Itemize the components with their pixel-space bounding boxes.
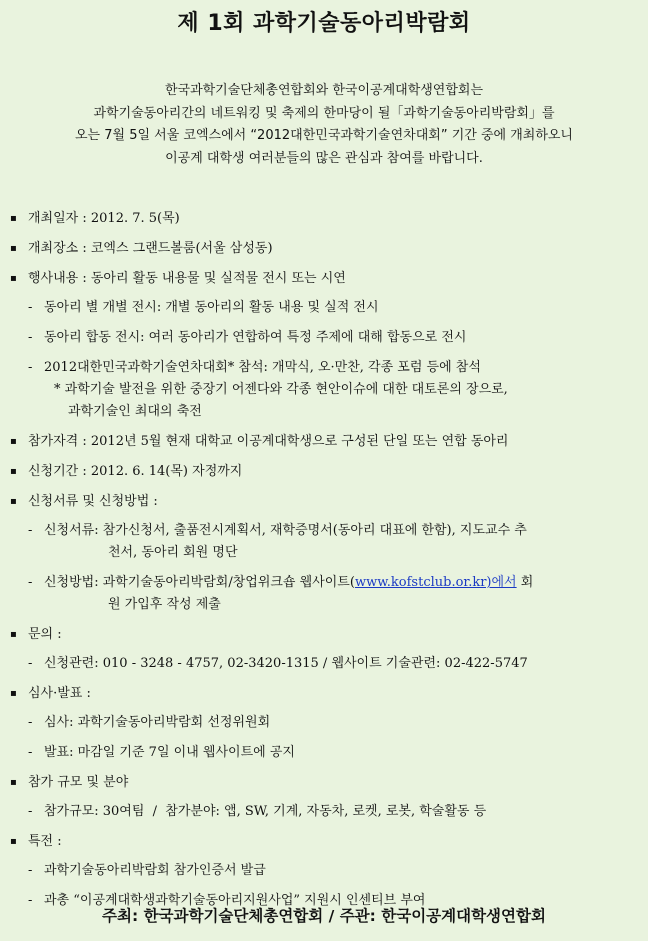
item-program <box>8 268 638 290</box>
item-period-text: 신청기간 : 2012. 6. 14(목) 자정까지 <box>28 464 243 479</box>
documents-sub-item <box>8 572 638 616</box>
item-benefits-text: 특전 : <box>28 834 62 849</box>
review-sub-text: 발표: 마감일 기준 7일 이내 웹사이트에 공지 <box>44 745 295 760</box>
bullet-icon: ▪ <box>10 466 17 477</box>
documents-sub-text <box>44 520 527 564</box>
intro-line: 과학기술동아리간의 네트워킹 및 축제의 한마당이 될「과학기술동아리박람회」를 <box>93 105 555 121</box>
bullet-icon: ▪ <box>10 436 17 447</box>
scale-sub-text: 참가규모: 30여팀 / 참가분야: 앱, SW, 기계, 자동차, 로켓, 로봇, 학술활동 등 <box>44 804 487 819</box>
dash-icon: - <box>28 715 33 730</box>
contact-sub-text: 신청관련: 010 - 3248 - 4757, 02-3420-1315 / 웹사이트 기술관련: 02-422-5747 <box>44 656 528 671</box>
review-sub-text: 심사: 과학기술동아리박람회 선정위원회 <box>44 715 271 730</box>
benefits-sub-text: 과총 “이공계대학생과학기술동아리지원사업” 지원시 인센티브 부여 <box>44 893 426 908</box>
program-sub-item <box>8 327 638 349</box>
item-eligibility-text: 참가자격 : 2012년 5월 현재 대학교 이공계대학생으로 구성된 단일 또는 연합 동아리 <box>28 434 509 449</box>
website-link[interactable]: www.kofstclub.or.kr)에서 <box>354 575 517 590</box>
item-period <box>8 461 638 483</box>
program-note <box>8 379 638 401</box>
dash-icon: - <box>28 575 33 590</box>
documents-method-text: 신청방법: 과학기술동아리박람회/창업위크숍 웹사이트( <box>44 575 355 590</box>
organizer-footer: 주최: 한국과학기술단체총연합회 / 주관: 한국이공계대학생연합회 <box>102 907 546 925</box>
item-benefits <box>8 831 638 853</box>
item-documents <box>8 491 638 513</box>
documents-sub-text <box>44 572 533 616</box>
program-sub-item <box>8 357 638 379</box>
documents-line: 신청서류: 참가신청서, 출품전시계획서, 재학증명서(동아리 대표에 한함), 지도교수 추 <box>44 523 527 538</box>
item-contact <box>8 624 638 646</box>
item-eligibility <box>8 431 638 453</box>
bullet-icon: ▪ <box>10 688 17 699</box>
item-review <box>8 683 638 705</box>
details-list <box>8 208 638 912</box>
bullet-icon: ▪ <box>10 629 17 640</box>
documents-sub-item <box>8 520 638 564</box>
benefits-sub-text: 과학기술동아리박람회 참가인증서 발급 <box>44 863 266 878</box>
bullet-icon: ▪ <box>10 496 17 507</box>
intro-line: 한국과학기술단체총연합회와 한국이공계대학생연합회는 <box>164 83 484 98</box>
item-date <box>8 208 638 230</box>
intro-line: 이공계 대학생 여러분들의 많은 관심과 참여를 바랍니다. <box>165 150 483 166</box>
scale-sub-item <box>8 801 638 823</box>
program-sub-item <box>8 297 638 319</box>
dash-icon: - <box>28 863 33 878</box>
bullet-icon: ▪ <box>10 836 17 847</box>
program-note <box>8 401 638 423</box>
item-program-text: 행사내용 : 동아리 활동 내용물 및 실적물 전시 또는 시연 <box>28 271 346 286</box>
program-note-text: * 과학기술 발전을 위한 중장기 어젠다와 각종 현안이슈에 대한 대토론의 장으로, <box>54 382 508 397</box>
intro-paragraph <box>0 80 648 170</box>
item-date-text: 개최일자 : 2012. 7. 5(목) <box>28 211 180 226</box>
program-sub-text: 동아리 합동 전시: 여러 동아리가 연합하여 특정 주제에 대해 합동으로 전시 <box>44 330 467 345</box>
item-scale-text: 참가 규모 및 분야 <box>28 775 129 790</box>
page-title: 제 1회 과학기술동아리박람회 <box>177 11 471 36</box>
program-sub-text: 동아리 별 개별 전시: 개별 동아리의 활동 내용 및 실적 전시 <box>44 300 379 315</box>
documents-line <box>44 572 533 594</box>
contact-sub-item <box>8 653 638 675</box>
dash-icon: - <box>28 523 33 538</box>
dash-icon: - <box>28 360 33 375</box>
item-venue <box>8 238 638 260</box>
dash-icon: - <box>28 300 33 315</box>
documents-method-text: 회 <box>516 575 534 590</box>
dash-icon: - <box>28 745 33 760</box>
item-review-text: 심사·발표 : <box>28 686 91 701</box>
dash-icon: - <box>28 656 33 671</box>
dash-icon: - <box>28 330 33 345</box>
bullet-icon: ▪ <box>10 243 17 254</box>
dash-icon: - <box>28 804 33 819</box>
dash-icon: - <box>28 893 33 908</box>
documents-line: 천서, 동아리 회원 명단 <box>108 545 238 560</box>
item-contact-text: 문의 : <box>28 627 62 642</box>
review-sub-item <box>8 712 638 734</box>
item-documents-text: 신청서류 및 신청방법 : <box>28 494 158 509</box>
review-sub-item <box>8 742 638 764</box>
item-scale <box>8 772 638 794</box>
intro-line: 오는 7월 5일 서울 코엑스에서 “2012대한민국과학기술연차대회” 기간 중에 개최하오니 <box>74 128 573 143</box>
benefits-sub-item <box>8 860 638 882</box>
program-note-text: 과학기술인 최대의 축전 <box>68 404 202 419</box>
program-sub-text: 2012대한민국과학기술연차대회* 참석: 개막식, 오·만찬, 각종 포럼 등에 참석 <box>44 360 481 375</box>
item-venue-text: 개최장소 : 코엑스 그랜드볼룸(서울 삼성동) <box>28 241 273 256</box>
documents-line: 원 가입후 작성 제출 <box>108 597 221 612</box>
bullet-icon: ▪ <box>10 213 17 224</box>
bullet-icon: ▪ <box>10 777 17 788</box>
bullet-icon: ▪ <box>10 273 17 284</box>
